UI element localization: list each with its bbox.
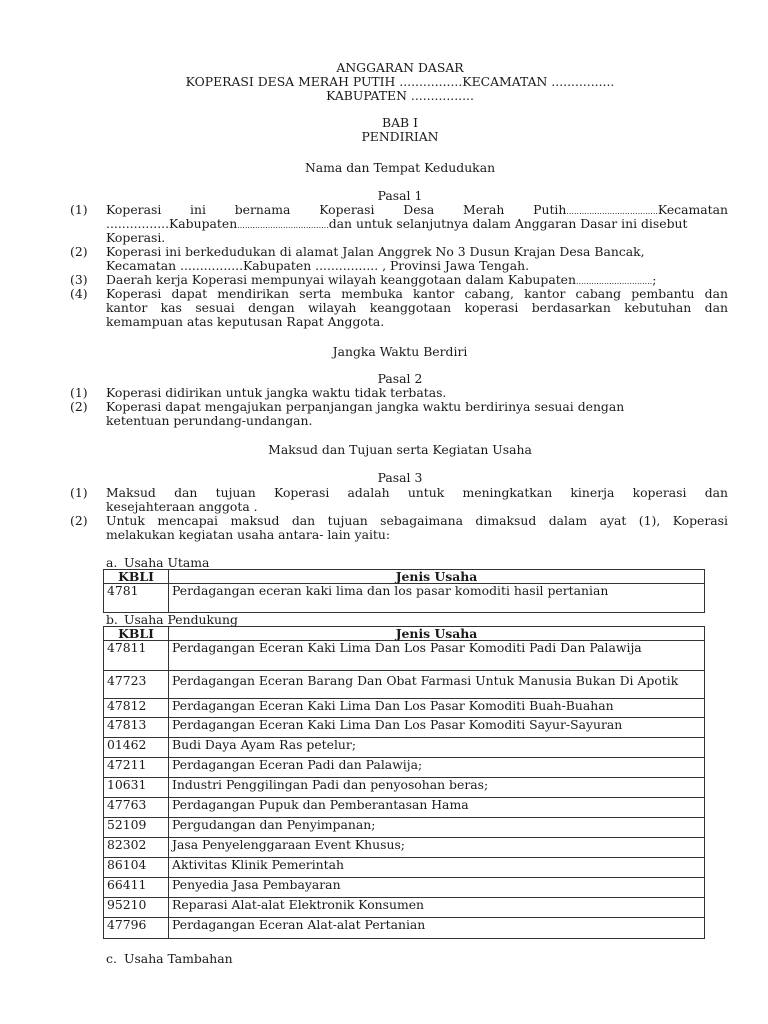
item-number: (1) [70, 385, 88, 400]
pasal1-ayat4-line2: kantor kas sesuai dengan wilayah keanggotaan koperasi berdasarkan kebutuhan dan [106, 300, 728, 315]
pasal1-ayat2-line2: Kecamatan ................Kabupaten ................ , Provinsi Jawa Tengah. [106, 258, 530, 273]
table-header-row [104, 627, 705, 641]
jenis-usaha-cell: Budi Daya Ayam Ras petelur; [169, 738, 705, 758]
list-marker: c. [106, 951, 117, 966]
usaha-pendukung-table [103, 626, 705, 939]
text-segment: Daerah kerja Koperasi mempunyai wilayah keanggotaan dalam Kabupaten [106, 272, 576, 287]
table-row [104, 778, 705, 798]
doc-title-line3: KABUPATEN ................ [326, 88, 474, 103]
item-number: (3) [70, 272, 88, 287]
jenis-usaha-cell: Perdagangan Eceran Kaki Lima Dan Los Pasar Komoditi Sayur-Sayuran [169, 718, 705, 738]
kbli-cell: 10631 [104, 778, 169, 798]
column-header-jenis-usaha: Jenis Usaha [169, 570, 705, 584]
jenis-usaha-cell: Industri Penggilingan Padi dan penyosohan beras; [169, 778, 705, 798]
column-header-kbli: KBLI [104, 570, 169, 584]
jenis-usaha-cell: Perdagangan Eceran Barang Dan Obat Farmasi Untuk Manusia Bukan Di Apotik [169, 671, 705, 699]
pasal1-ayat1-line2 [106, 217, 687, 232]
table-row [104, 878, 705, 898]
kbli-cell: 47763 [104, 798, 169, 818]
jenis-usaha-cell: Aktivitas Klinik Pemerintah [169, 858, 705, 878]
jenis-usaha-cell: Perdagangan Pupuk dan Pemberantasan Hama [169, 798, 705, 818]
table-row [104, 718, 705, 738]
pasal1-ayat2-line1: Koperasi ini berkedudukan di alamat Jalan Anggrek No 3 Dusun Krajan Desa Bancak, [106, 244, 645, 259]
item-number: (4) [70, 286, 88, 301]
item-number: (1) [70, 202, 88, 217]
kbli-cell: 47211 [104, 758, 169, 778]
item-number: (2) [70, 244, 88, 259]
doc-title: ANGGARAN DASAR [336, 60, 464, 75]
text-segment: Koperasi ini bernama Koperasi Desa Merah Putih [106, 202, 567, 217]
kbli-cell: 47812 [104, 699, 169, 718]
kbli-cell: 82302 [104, 838, 169, 858]
table-row [104, 758, 705, 778]
item-number: (2) [70, 399, 88, 414]
pasal3-ayat2-line1: Untuk mencapai maksud dan tujuan sebagaimana dimaksud dalam ayat (1), Koperasi [106, 513, 728, 528]
jenis-usaha-cell: Jasa Penyelenggaraan Event Khusus; [169, 838, 705, 858]
usaha-tambahan-label: Usaha Tambahan [124, 951, 233, 966]
jenis-usaha-cell: Pergudangan dan Penyimpanan; [169, 818, 705, 838]
jenis-usaha-cell: Perdagangan Eceran Padi dan Palawija; [169, 758, 705, 778]
pasal3-ayat2-line2: melakukan kegiatan usaha antara- lain yaitu: [106, 527, 391, 542]
bab-label: BAB I [382, 115, 418, 130]
list-marker: a. [106, 555, 118, 570]
table-row [104, 918, 705, 939]
pasal1-ayat4-line1: Koperasi dapat mendirikan serta membuka kantor cabang, kantor cabang pembantu dan [106, 286, 728, 301]
item-number: (1) [70, 485, 88, 500]
kbli-cell: 47723 [104, 671, 169, 699]
bab-title: PENDIRIAN [361, 129, 439, 144]
jenis-usaha-cell: Penyedia Jasa Pembayaran [169, 878, 705, 898]
pasal-1: Pasal 1 [377, 188, 423, 203]
kbli-cell: 86104 [104, 858, 169, 878]
text-segment: ................Kabupaten [106, 216, 238, 231]
pasal2-ayat2-line2: ketentuan perundang-undangan. [106, 413, 313, 428]
usaha-utama-label: Usaha Utama [124, 555, 210, 570]
kbli-cell: 47796 [104, 918, 169, 939]
jenis-usaha-cell: Perdagangan Eceran Alat-alat Pertanian [169, 918, 705, 939]
doc-title-line2: KOPERASI DESA MERAH PUTIH ................KECAMATAN ................ [185, 74, 615, 89]
table-row [104, 738, 705, 758]
table-row [104, 818, 705, 838]
section1-heading: Nama dan Tempat Kedudukan [304, 160, 496, 175]
section2-heading: Jangka Waktu Berdiri [332, 344, 468, 359]
pasal2-ayat2-line1: Koperasi dapat mengajukan perpanjangan jangka waktu berdirinya sesuai dengan [106, 399, 625, 414]
text-segment: Kecamatan [657, 202, 728, 217]
text-segment: ; [652, 272, 657, 287]
column-header-jenis-usaha: Jenis Usaha [169, 627, 705, 641]
kbli-cell: 47813 [104, 718, 169, 738]
kbli-cell: 52109 [104, 818, 169, 838]
pasal3-ayat1-line1: Maksud dan tujuan Koperasi adalah untuk meningkatkan kinerja koperasi dan [106, 485, 728, 500]
table-row [104, 641, 705, 671]
item-number: (2) [70, 513, 88, 528]
section3-heading: Maksud dan Tujuan serta Kegiatan Usaha [268, 442, 532, 457]
table-row [104, 671, 705, 699]
column-header-kbli: KBLI [104, 627, 169, 641]
table-row [104, 699, 705, 718]
table-row [104, 858, 705, 878]
kbli-cell: 01462 [104, 738, 169, 758]
table-header-row [104, 570, 705, 584]
kbli-cell: 95210 [104, 898, 169, 918]
table-row [104, 898, 705, 918]
jenis-usaha-cell: Perdagangan eceran kaki lima dan los pasar komoditi hasil pertanian [169, 584, 705, 613]
table-row [104, 584, 705, 613]
pasal1-ayat1-line3: Koperasi. [106, 230, 166, 245]
pasal-2: Pasal 2 [377, 371, 423, 386]
usaha-pendukung-label: Usaha Pendukung [124, 612, 238, 627]
table-row [104, 838, 705, 858]
pasal3-ayat1-line2: kesejahteraan anggota . [106, 499, 258, 514]
pasal2-ayat1-line1: Koperasi didirikan untuk jangka waktu tidak terbatas. [106, 385, 447, 400]
jenis-usaha-cell: Perdagangan Eceran Kaki Lima Dan Los Pasar Komoditi Buah-Buahan [169, 699, 705, 718]
pasal-3: Pasal 3 [377, 470, 423, 485]
kbli-cell: 47811 [104, 641, 169, 671]
jenis-usaha-cell: Reparasi Alat-alat Elektronik Konsumen [169, 898, 705, 918]
dotted-blank: .................................... [566, 207, 658, 216]
pasal1-ayat4-line3: kemampuan atas keputusan Rapat Anggota. [106, 314, 385, 329]
table-row [104, 798, 705, 818]
list-marker: b. [106, 612, 118, 627]
jenis-usaha-cell: Perdagangan Eceran Kaki Lima Dan Los Pasar Komoditi Padi Dan Palawija [169, 641, 705, 671]
text-segment: dan untuk selanjutnya dalam Anggaran Dasar ini disebut [328, 216, 688, 231]
kbli-cell: 4781 [104, 584, 169, 613]
dotted-blank: .............................. [576, 277, 653, 286]
usaha-utama-table [103, 569, 705, 613]
dotted-blank: .................................... [237, 221, 329, 230]
kbli-cell: 66411 [104, 878, 169, 898]
